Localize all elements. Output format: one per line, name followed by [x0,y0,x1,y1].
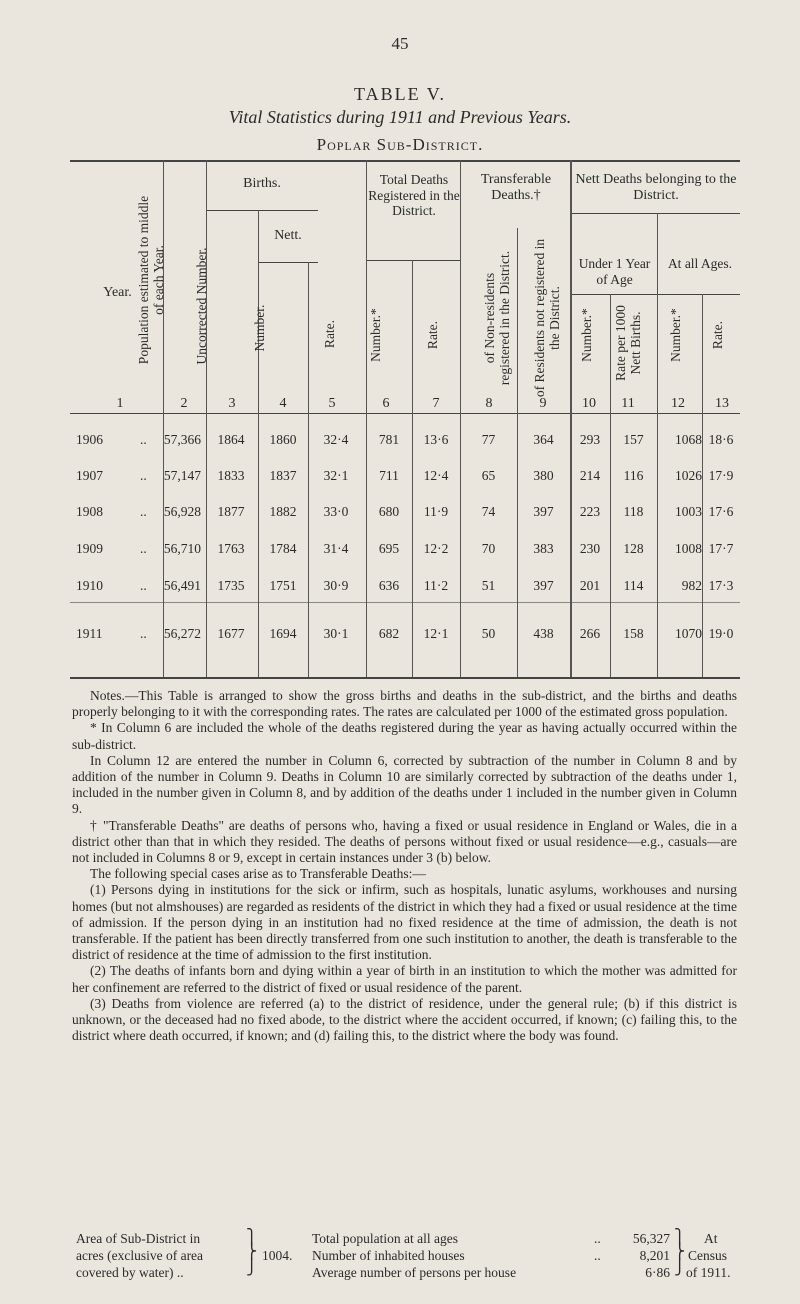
table-cell: 56,710 [163,541,201,556]
col-number: 11 [621,396,635,411]
stat-label: Total population at all ages [312,1231,459,1246]
row-leader-dots: .. [140,504,147,519]
table-cell: 293 [579,432,601,447]
col-number: 4 [279,396,287,411]
census-label: Census [688,1248,728,1263]
note-paragraph: (2) The deaths of infants born and dying within a year of birth in an institution to which the mother was admitted for her confinement are referred to the district of fixed or usual residence of the parent. [72,963,737,995]
rule-deaths-sub [366,260,460,261]
table-cell: 11·2 [423,578,449,593]
stat-value: 8,201 [639,1248,670,1263]
row-leader-dots: .. [140,578,147,593]
table-cell: 380 [533,468,554,483]
brace-left: ⎬ [246,1244,258,1260]
row-year: 1910 [76,578,103,593]
table-cell: 1751 [269,578,297,593]
row-leader-dots: .. [140,468,147,483]
table-cell: 695 [378,541,400,556]
col-number: 1 [116,396,124,411]
col-number: 12 [671,396,685,411]
table-cell: 17·6 [708,504,734,519]
note-paragraph: In Column 12 are entered the number in Column 6, corrected by subtraction of the number in Column 8 and by addition of the number in Column 9. Deaths in Column 10 are similarly corrected by subtraction of the deaths under 1, included in the number given in Column 8, and by addition of the deaths under 1 included in the number given in Column 9. [72,752,737,817]
table-cell: 781 [378,432,400,447]
table-cell: 438 [533,626,554,641]
table-cell: 51 [481,578,496,593]
table-cell: 636 [378,578,400,593]
header-all-number: Number.* [668,308,683,362]
rule-ages-sub [570,294,740,295]
table-notes [72,688,737,1044]
rule-nett-sub [258,262,318,263]
table-cell: 33·0 [323,504,349,519]
table-cell: 56,272 [163,626,201,641]
note-paragraph: * In Column 6 are included the whole of the deaths registered during the year as having actually occurred within the sub-district. [72,720,737,752]
table-cell: 680 [378,504,400,519]
col-number: 13 [715,396,729,411]
header-non-residents: of Non-residents registered in the District. [482,250,512,386]
row-leader-dots: .. [140,626,147,641]
table-cell: 11·9 [423,504,449,519]
note-paragraph: Notes.—This Table is arranged to show the gross births and deaths in the sub-district, and the births and deaths properly belonging to it with the corresponding rates. The rates are calculated per 1000 of the estimated gross population. [72,688,737,720]
col-number: 8 [485,396,493,411]
stat-label: Average number of persons per house [312,1265,517,1280]
rule-nett-deaths-sub [570,213,740,214]
table-cell: 982 [681,578,702,593]
table-cell: 1003 [675,504,702,519]
table-cell: 397 [533,578,554,593]
col-number: 2 [180,396,188,411]
header-deaths-number: Number.* [368,308,383,362]
table-cell: 116 [623,468,644,483]
table-cell: 128 [623,541,644,556]
table-cell: 214 [579,468,601,483]
header-total-deaths: Total Deaths Registered in the District. [368,172,460,219]
table-cell: 12·1 [423,626,449,641]
table-cell: 1008 [675,541,702,556]
row-year: 1908 [76,504,103,519]
col-number: 6 [382,396,390,411]
row-year: 1907 [76,468,103,483]
census-label: At [704,1231,718,1246]
brace-left: ⎭ [246,1260,258,1276]
header-uncorrected: Uncorrected Number. [194,247,209,365]
header-all-ages: At all Ages. [667,256,733,271]
table-cell: 30·9 [323,578,349,593]
row-leader-dots: .. [140,432,147,447]
table-cell: 118 [623,504,644,519]
area-label-line: covered by water) .. [76,1265,184,1280]
table-cell: 1735 [217,578,245,593]
header-all-rate: Rate. [710,320,725,350]
table-cell: 682 [378,626,400,641]
table-cell: 397 [533,504,554,519]
district-heading: Poplar Sub-District. [316,135,484,154]
header-transferable: Transferable Deaths.† [480,172,552,204]
table-cell: 1694 [269,626,297,641]
note-paragraph: The following special cases arise as to Transferable Deaths:— [90,866,426,882]
table-cell: 30·1 [323,626,349,641]
header-births-rate: Rate. [322,319,337,349]
rule-before-1911 [70,602,740,603]
table-cell: 266 [579,626,601,641]
table-cell: 711 [379,468,399,483]
table-cell: 201 [579,578,601,593]
table-cell: 1070 [675,626,702,641]
area-label-line: acres (exclusive of area [76,1248,204,1263]
table-cell: 383 [533,541,554,556]
stat-value: 56,327 [632,1231,670,1246]
table-cell: 364 [533,432,554,447]
note-paragraph: † "Transferable Deaths" are deaths of persons who, having a fixed or usual residence in England or Wales, die in a district other than that in which they resided. The deaths of persons without fixed or usual residence—e.g., casuals—are not included in Columns 8 or 9, except in certain instances under 3 (b) below. [72,817,737,866]
header-under1-number: Number.* [579,308,594,362]
table-label: TABLE V. [354,84,446,104]
col-divider [610,294,611,677]
table-cell: 1068 [675,432,702,447]
brace-right: ⎬ [674,1244,686,1260]
col-divider [460,160,461,677]
table-cell: 13·6 [423,432,449,447]
table-cell: 1864 [217,432,245,447]
table-cell: 17·7 [708,541,734,556]
header-births: Births. [243,176,281,191]
table-cell: 70 [481,541,496,556]
table-cell: 1026 [675,468,702,483]
table-cell: 12·2 [423,541,449,556]
table-cell: 1763 [217,541,245,556]
table-cell: 19·0 [708,626,734,641]
table-cell: 230 [579,541,601,556]
area-label-line: Area of Sub-District in [76,1231,201,1246]
table-cell: 17·3 [708,578,734,593]
table-cell: 158 [623,626,644,641]
header-year: Year. [103,285,132,300]
table-bottom-rule [70,677,740,679]
header-deaths-rate: Rate. [425,320,440,350]
table-cell: 32·1 [323,468,349,483]
header-nett-deaths: Nett Deaths belonging to the District. [575,172,737,204]
col-number: 10 [582,396,596,411]
table-top-rule [70,160,740,162]
table-cell: 223 [579,504,601,519]
note-paragraph: (3) Deaths from violence are referred (a) to the district of residence, under the general rule; (b) if this district is unknown, or the deceased had no fixed abode, to the district where the accident occurred, if known; (c) failing this, to the district where death occurred, if known; and (d) failing this, to the district where the body was found. [72,995,737,1044]
table-cell: 77 [481,432,496,447]
table-cell: 1833 [217,468,245,483]
row-year: 1911 [76,626,103,641]
header-population: Population estimated to middle of each Year. [136,195,166,365]
brace-right: ⎭ [674,1260,686,1276]
table-cell: 1837 [269,468,297,483]
stat-dots: .. [594,1231,601,1246]
row-year: 1906 [76,432,103,447]
area-value: 1004. [262,1248,293,1263]
table-cell: 1877 [217,504,245,519]
stat-value: 6·86 [645,1265,670,1280]
table-cell: 157 [623,432,644,447]
header-residents-not: of Residents not registered in the District. [532,238,562,398]
header-rate-per-1000: Rate per 1000 Nett Births. [613,305,643,381]
col-number: 9 [539,396,547,411]
note-paragraph: (1) Persons dying in institutions for the sick or infirm, such as hospitals, lunatic asylums, workhouses and nursing homes (but not almshouses) are regarded as residents of the district in which they had a fixed or usual residence at the time of admission. If the person dying in an institution had no fixed residence at the time of admission, the death is not transferable. If the patient has been directly transferred from one such institution to another, the death is transferable to the district of residence at the time of admission to the first institution. [72,882,737,963]
stat-dots: .. [594,1248,601,1263]
header-under-1: Under 1 Year of Age [578,256,651,287]
brace-right: ⎫ [674,1230,686,1246]
table-cell: 57,366 [163,432,201,447]
table-cell: 114 [623,578,644,593]
page-number: 45 [391,34,409,53]
table-cell: 31·4 [323,541,349,556]
table-cell: 65 [481,468,496,483]
table-cell: 74 [481,504,496,519]
census-footer [72,1230,742,1286]
table-cell: 56,928 [163,504,201,519]
col-divider [366,160,367,677]
table-cell: 57,147 [163,468,201,483]
col-divider [702,294,703,677]
header-bottom-rule [70,413,740,414]
table-cell: 18·6 [708,432,734,447]
table-cell: 56,491 [163,578,201,593]
table-cell: 1882 [269,504,297,519]
census-label: of 1911. [686,1265,731,1280]
table-cell: 32·4 [323,432,349,447]
table-cell: 17·9 [708,468,734,483]
stat-label: Number of inhabited houses [312,1248,465,1263]
header-births-number: Number. [252,304,267,352]
table-cell: 1784 [269,541,297,556]
col-number: 3 [228,396,236,411]
table-cell: 1860 [269,432,297,447]
brace-left: ⎫ [246,1230,258,1246]
col-divider [206,160,207,677]
table-cell: 12·4 [423,468,449,483]
table-cell: 50 [481,626,496,641]
row-year: 1909 [76,541,103,556]
table-subtitle: Vital Statistics during 1911 and Previous Years. [228,107,572,127]
col-number: 7 [432,396,440,411]
row-leader-dots: .. [140,541,147,556]
table-cell: 1677 [217,626,245,641]
header-nett: Nett. [274,228,302,243]
col-number: 5 [328,396,336,411]
rule-births-sub [206,210,318,211]
